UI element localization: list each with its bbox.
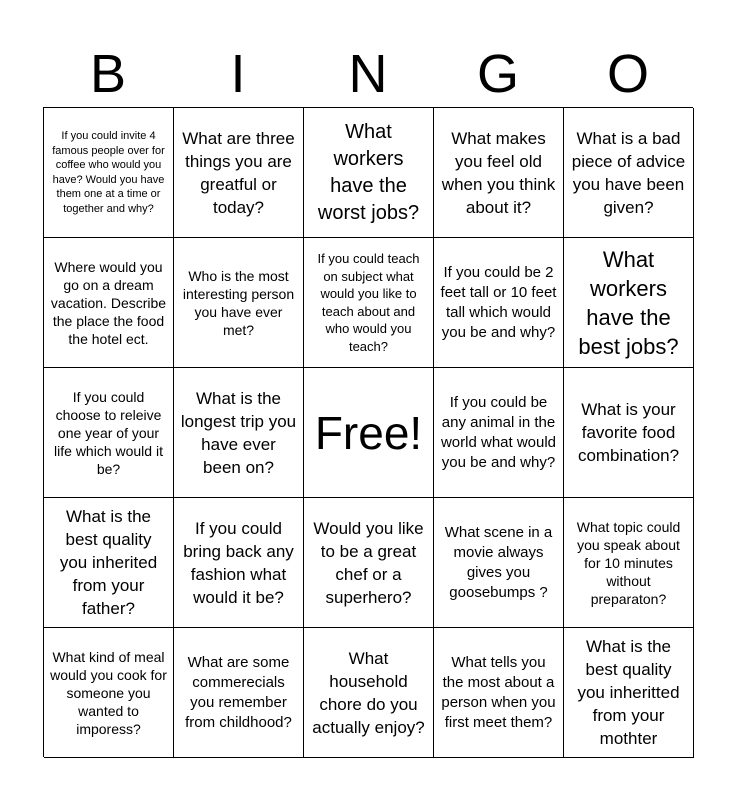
cell-text: Who is the most interesting person you have ever met? xyxy=(182,267,295,338)
cell-text: Where would you go on a dream vacation. Describe the place the food the hotel ect. xyxy=(50,258,167,347)
cell-text: If you could teach on subject what would you like to teach about and who would you teach? xyxy=(317,251,420,354)
cell-text: What are three things you are greatful or today? xyxy=(182,128,295,217)
cell-text: What workers have the best jobs? xyxy=(578,246,679,359)
bingo-cell-r1-c5[interactable] xyxy=(564,108,694,238)
header-letter-o: O xyxy=(606,44,649,104)
bingo-cell-r1-c1[interactable] xyxy=(44,108,174,238)
cell-text: If you could be 2 feet tall or 10 feet tall which would you be and why? xyxy=(440,263,557,341)
header-letter-g: G xyxy=(476,44,519,104)
bingo-card-grid xyxy=(43,107,693,757)
cell-text: Would you like to be a great chef or a superhero? xyxy=(313,518,424,607)
bingo-cell-r1-c2[interactable] xyxy=(174,108,304,238)
bingo-cell-r3-c5[interactable] xyxy=(564,368,694,498)
bingo-cell-r3-c3[interactable] xyxy=(304,368,434,498)
header-letter-b: B xyxy=(89,44,127,104)
bingo-cell-r3-c1[interactable] xyxy=(44,368,174,498)
cell-text: If you could invite 4 famous people over for coffee who would you have? Would you have them one at a time or together and why? xyxy=(52,130,165,215)
bingo-cell-r4-c5[interactable] xyxy=(564,498,694,628)
cell-text: What topic could you speak about for 10 minutes without preparaton? xyxy=(576,518,681,607)
cell-text: What is the best quality you inheritted from your mothter xyxy=(577,637,680,748)
bingo-cell-r5-c5[interactable] xyxy=(564,628,694,758)
bingo-cell-r2-c1[interactable] xyxy=(44,238,174,368)
bingo-cell-r3-c4[interactable] xyxy=(434,368,564,498)
bingo-cell-r5-c2[interactable] xyxy=(174,628,304,758)
cell-text: If you could bring back any fashion what would it be? xyxy=(183,518,294,607)
cell-text: What makes you feel old when you think about it? xyxy=(441,128,556,217)
header-letter-i: I xyxy=(230,44,246,104)
cell-text: What are some commerecials you remember from childhood? xyxy=(185,653,292,731)
bingo-cell-r5-c3[interactable] xyxy=(304,628,434,758)
cell-text: What kind of meal would you cook for someone you wanted to imporess? xyxy=(50,648,167,737)
cell-text: What scene in a movie always gives you goosebumps ? xyxy=(444,523,553,601)
bingo-cell-r1-c4[interactable] xyxy=(434,108,564,238)
bingo-cell-r2-c2[interactable] xyxy=(174,238,304,368)
bingo-cell-r2-c5[interactable] xyxy=(564,238,694,368)
bingo-cell-r4-c2[interactable] xyxy=(174,498,304,628)
cell-text: What is a bad piece of advice you have been given? xyxy=(571,128,686,217)
bingo-cell-r2-c4[interactable] xyxy=(434,238,564,368)
bingo-header xyxy=(43,40,693,108)
bingo-cell-r5-c1[interactable] xyxy=(44,628,174,758)
bingo-cell-r4-c4[interactable] xyxy=(434,498,564,628)
bingo-cell-r4-c3[interactable] xyxy=(304,498,434,628)
bingo-cell-r2-c3[interactable] xyxy=(304,238,434,368)
cell-text: What household chore do you actually enjoy? xyxy=(312,648,425,737)
bingo-cell-r4-c1[interactable] xyxy=(44,498,174,628)
cell-text: If you could choose to releive one year of your life which would it be? xyxy=(54,388,163,477)
cell-text: What tells you the most about a person when you first meet them? xyxy=(441,653,556,731)
cell-text: If you could be any animal in the world what would you be and why? xyxy=(440,393,557,471)
bingo-cell-r5-c4[interactable] xyxy=(434,628,564,758)
cell-text: What is the best quality you inherited from your father? xyxy=(59,507,158,618)
header-letter-n: N xyxy=(348,44,388,104)
cell-text: What is your favorite food combination? xyxy=(577,400,680,465)
bingo-cell-r3-c2[interactable] xyxy=(174,368,304,498)
free-space-text: Free! xyxy=(314,406,423,459)
cell-text: What workers have the worst jobs? xyxy=(317,120,420,224)
cell-text: What is the longest trip you have ever been on? xyxy=(180,388,297,477)
bingo-cell-r1-c3[interactable] xyxy=(304,108,434,238)
